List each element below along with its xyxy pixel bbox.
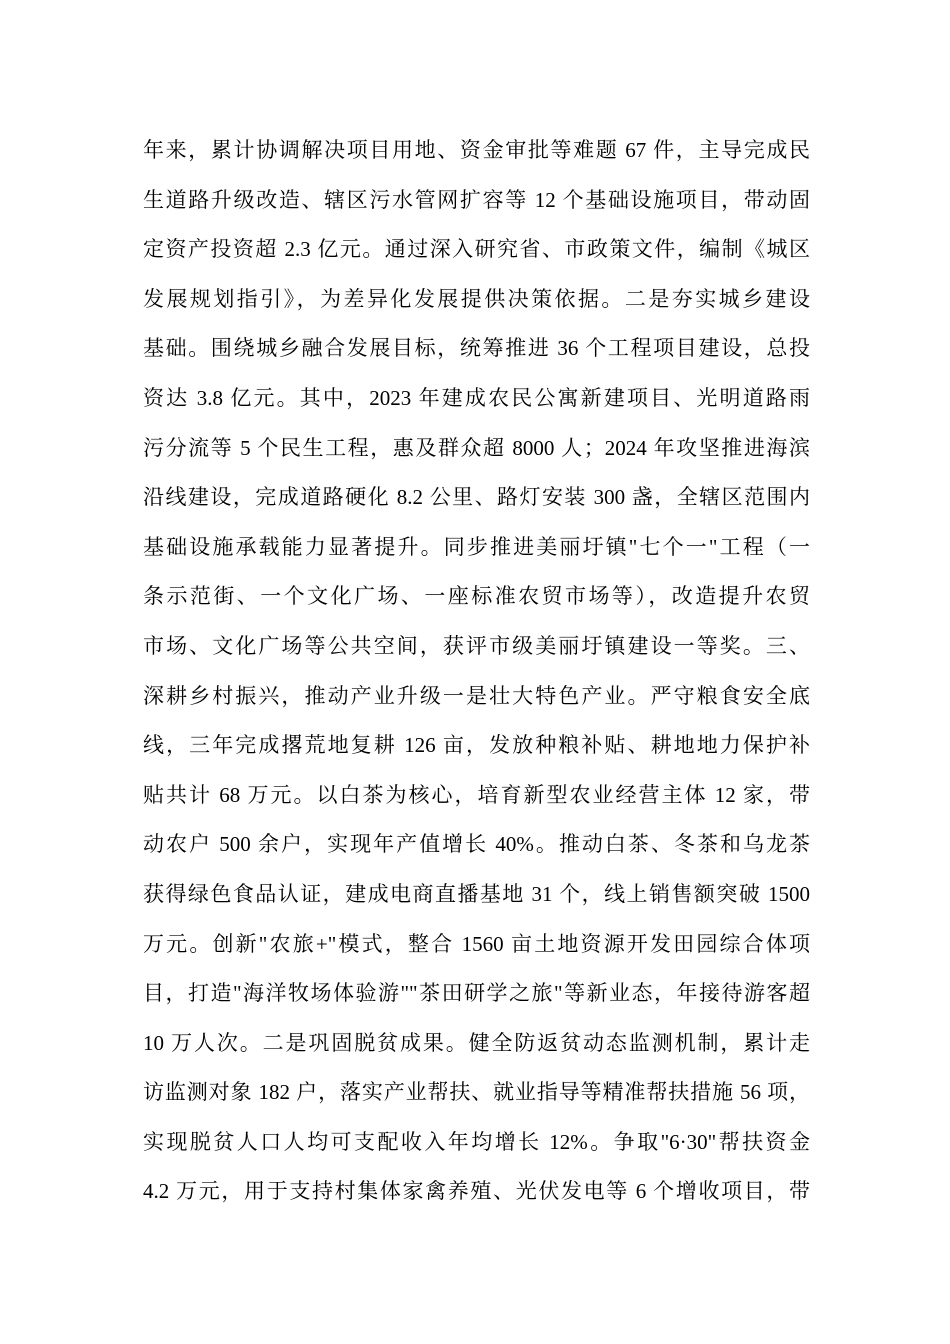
text-line: 沿线建设，完成道路硬化 8.2 公里、路灯安装 300 盏，全辖区范围内	[143, 485, 810, 510]
text-line: 市场、文化广场等公共空间，获评市级美丽圩镇建设一等奖。三、	[143, 633, 810, 658]
document-text-block	[143, 126, 810, 1217]
text-line: 资达 3.8 亿元。其中，2023 年建成农民公寓新建项目、光明道路雨	[143, 385, 810, 410]
text-line: 条示范街、一个文化广场、一座标准农贸市场等），改造提升农贸	[143, 584, 810, 609]
text-line: 定资产投资超 2.3 亿元。通过深入研究省、市政策文件，编制《城区	[143, 237, 810, 262]
text-line: 4.2 万元，用于支持村集体家禽养殖、光伏发电等 6 个增收项目，带	[143, 1179, 810, 1204]
text-line: 万元。创新"农旅+"模式，整合 1560 亩土地资源开发田园综合体项	[143, 931, 810, 956]
text-line: 实现脱贫人口人均可支配收入年均增长 12%。争取"6·30"帮扶资金	[143, 1129, 810, 1154]
text-line: 发展规划指引》，为差异化发展提供决策依据。二是夯实城乡建设	[143, 286, 810, 311]
text-line: 污分流等 5 个民生工程，惠及群众超 8000 人；2024 年攻坚推进海滨	[143, 435, 810, 460]
text-line: 贴共计 68 万元。以白茶为核心，培育新型农业经营主体 12 家，带	[143, 782, 810, 807]
text-line: 生道路升级改造、辖区污水管网扩容等 12 个基础设施项目，带动固	[143, 187, 810, 212]
text-line: 获得绿色食品认证，建成电商直播基地 31 个，线上销售额突破 1500	[143, 881, 810, 906]
text-line: 年来，累计协调解决项目用地、资金审批等难题 67 件，主导完成民	[143, 138, 810, 162]
text-line: 线，三年完成撂荒地复耕 126 亩，发放种粮补贴、耕地地力保护补	[143, 733, 810, 758]
text-line: 动农户 500 余户，实现年产值增长 40%。推动白茶、冬茶和乌龙茶	[143, 832, 810, 857]
text-line: 10 万人次。二是巩固脱贫成果。健全防返贫动态监测机制，累计走	[143, 1030, 810, 1055]
text-line: 深耕乡村振兴，推动产业升级一是壮大特色产业。严守粮食安全底	[143, 683, 810, 708]
text-line: 基础设施承载能力显著提升。同步推进美丽圩镇"七个一"工程（一	[143, 534, 810, 559]
text-line: 访监测对象 182 户，落实产业帮扶、就业指导等精准帮扶措施 56 项，	[143, 1080, 810, 1105]
text-line: 目，打造"海洋牧场体验游""茶田研学之旅"等新业态，年接待游客超	[143, 981, 810, 1006]
text-line: 基础。围绕城乡融合发展目标，统筹推进 36 个工程项目建设，总投	[143, 336, 810, 361]
